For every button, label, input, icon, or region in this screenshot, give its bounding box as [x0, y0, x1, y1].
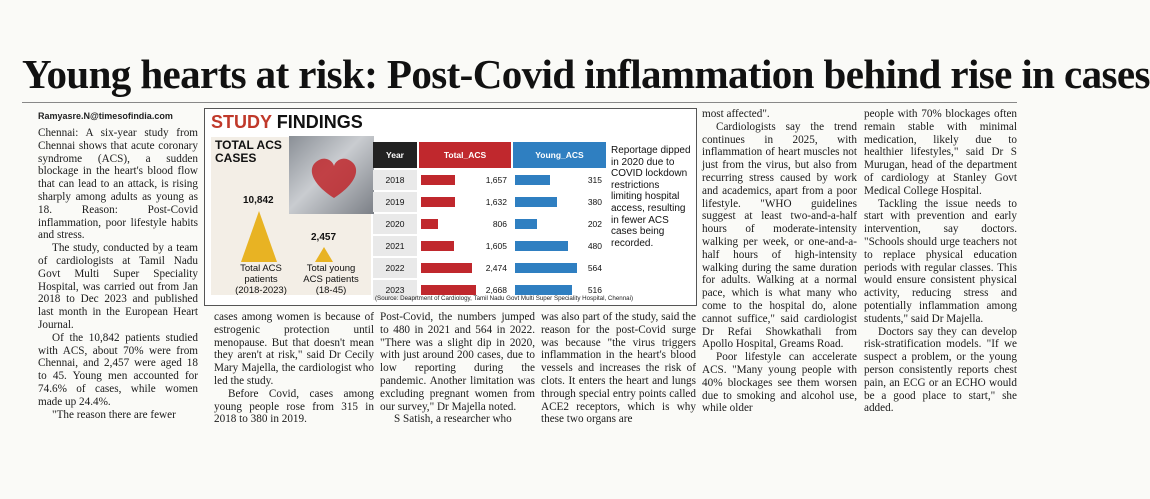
caption-line: ACS patients [303, 274, 359, 285]
table-row [373, 192, 606, 212]
young-acs-value: 480 [587, 241, 602, 251]
total-acs-value: 2,668 [485, 285, 507, 295]
caption-line: patients [244, 274, 278, 285]
total-acs-cell [419, 258, 511, 278]
total-acs-caption [221, 263, 301, 296]
total-acs-cell [419, 236, 511, 256]
year-cell: 2020 [373, 214, 417, 234]
total-young-triangle [315, 247, 333, 262]
young-acs-value: 380 [587, 197, 602, 207]
column-2 [214, 311, 374, 426]
column-4 [541, 311, 696, 426]
paragraph: Doctors say they can develop risk-stratification models. "If we suspect a problem, or the young person consistently reports chest pain, an ECG or an ECHO would be a good place to start," she added. [864, 325, 1017, 415]
total-young-value: 2,457 [311, 232, 337, 243]
table-row [373, 258, 606, 278]
headline-rule [22, 102, 1017, 103]
total-acs-cell [419, 214, 511, 234]
paragraph: Cardiologists say the trend continues in 2025, with inflammation of heart muscles not just from the virus, but also from recurring stress caused by work and academics, apart from a poor lifestyle. "WHO guidelines suggest at least two-and-a-half hours of moderate-intensity walking per week, or one-and-a-half hours of high-intensity walking during the same duration for adults. Walking at a normal pace, which is what many who come to the hospital do, alone cannot suffice," said cardiologist Dr Refai Showkathali from Apollo Hospital, Greams Road. [702, 120, 857, 351]
column-header-year: Year [373, 142, 417, 168]
young-acs-value: 516 [587, 285, 602, 295]
total-acs-cell [419, 170, 511, 190]
year-cell: 2019 [373, 192, 417, 212]
year-cell: 2018 [373, 170, 417, 190]
total-acs-bar [421, 175, 455, 185]
headline: Young hearts at risk: Post-Covid inflammation behind rise in cases [22, 51, 1150, 97]
paragraph: was also part of the study, said the reason for the post-Covid surge was because "the virus triggers inflammation in the heart's blood vessels and increases the risk of clots. It enters the heart and lungs through special entry points called ACE2 receptors, which is why these two organs are [541, 311, 696, 426]
paragraph: cases among women is because of estrogenic protection until menopause. But that doesn't mean they aren't at risk," said Dr Cecily Mary Majella, the cardiologist who led the study. [214, 311, 374, 387]
total-acs-bar [421, 263, 472, 273]
total-acs-bar [421, 241, 454, 251]
study-findings-title [205, 109, 381, 135]
findings-title-word: FINDINGS [276, 112, 363, 132]
paragraph: Chennai: A six-year study from Chennai shows that acute coronary syndrome (ACS), a sudden blockage in the heart's blood flow that can lead to an attack, is rising sharply among adults as young as 18. Reason: Post-Covid inflammation, poor lifestyle habits and stress. [38, 127, 198, 242]
young-acs-value: 315 [587, 175, 602, 185]
caption-line: (18-45) [315, 285, 347, 296]
paragraph: Post-Covid, the numbers jumped to 480 in 2021 and 564 in 2022. "There was a slight dip in 2020, with just around 200 cases, due to low reporting during the pandemic. Another limitation was excluding pregnant women from our survey," Dr Majella noted. [380, 311, 535, 413]
young-acs-bar [515, 241, 568, 251]
heart-icon [289, 136, 374, 214]
table-row [373, 170, 606, 190]
total-acs-value: 10,842 [243, 195, 274, 206]
paragraph: Tackling the issue needs to start with prevention and early intervention, say doctors. "Schools should urge teachers not to replace physical education periods with regular classes. This would ensure consistent physical activity, reducing stress and potentially inflammation among students," said Dr Majella. [864, 197, 1017, 325]
young-acs-bar [515, 197, 557, 207]
total-acs-value: 2,474 [485, 263, 507, 273]
total-acs-bar [421, 197, 455, 207]
total-acs-value: 1,605 [485, 241, 507, 251]
young-acs-bar [515, 263, 577, 273]
total-young-caption [293, 263, 369, 296]
young-acs-bar [515, 285, 572, 295]
heart-image [289, 136, 374, 214]
study-title-word: STUDY [211, 112, 272, 132]
young-acs-bar [515, 175, 550, 185]
paragraph: S Satish, a researcher who [394, 413, 512, 426]
paragraph: most affected". [702, 108, 770, 120]
source-line: (Source: Deaprtment of Cardiology, Tamil Nadu Govt Multi Super Speciality Hospital, Chennai) [375, 295, 634, 302]
column-6 [864, 108, 1017, 415]
total-acs-cell [419, 192, 511, 212]
total-acs-value: 806 [492, 219, 507, 229]
total-acs-bar [421, 219, 438, 229]
young-acs-bar [515, 219, 537, 229]
caption-line: Total young [306, 263, 356, 274]
young-acs-cell [513, 258, 606, 278]
paragraph: Poor lifestyle can accelerate ACS. "Many young people with 40% blockages see them worsen due to smoking and alcohol use, while older [702, 351, 857, 415]
caption-line: Total ACS [240, 263, 282, 274]
year-cell: 2021 [373, 236, 417, 256]
column-3 [380, 311, 535, 426]
column-1 [38, 127, 198, 421]
young-acs-value: 202 [587, 219, 602, 229]
total-acs-value: 1,632 [485, 197, 507, 207]
young-acs-cell [513, 236, 606, 256]
paragraph: The study, conducted by a team of cardiologists at Tamil Nadu Govt Multi Super Speciality Hospital, was carried out from Jan 2018 to Dec 2023 and published last month in the European Heart Journal. [38, 242, 198, 331]
paragraph: Of the 10,842 patients studied with ACS, about 70% were from Chennai, and 2,457 were aged 18 to 45. Young men accounted for 74.6% of cases, while women made up 24.4%. [38, 331, 198, 408]
paragraph: people with 70% blockages often remain stable with minimal medication, likely due to healthier lifestyles," said Dr S Murugan, head of the department of cardiology at Stanley Govt Medical College Hospital. [864, 108, 1017, 197]
young-acs-value: 564 [587, 263, 602, 273]
paragraph: "The reason there are fewer [52, 408, 176, 421]
table-row [373, 214, 606, 234]
total-acs-value: 1,657 [485, 175, 507, 185]
total-acs-triangle [241, 211, 277, 262]
column-header-young-acs: Young_ACS [513, 142, 606, 168]
reportage-note: Reportage dipped in 2020 due to COVID lockdown restrictions limiting hospital access, resulting in fewer ACS cases being recorded. [611, 145, 691, 249]
caption-line: (2018-2023) [235, 285, 287, 296]
total-acs-bar [421, 285, 476, 295]
paragraph: Before Covid, cases among young people rose from 315 in 2018 to 380 in 2019. [214, 387, 374, 426]
study-findings-box [204, 108, 697, 306]
totals-label-line: TOTAL ACS [215, 138, 282, 152]
column-5 [702, 108, 857, 415]
byline: Ramyasre.N@timesofindia.com [38, 111, 173, 121]
totals-label-line: CASES [215, 151, 257, 165]
young-acs-cell [513, 170, 606, 190]
table-row [373, 236, 606, 256]
young-acs-cell [513, 192, 606, 212]
column-header-total-acs: Total_ACS [419, 142, 511, 168]
young-acs-cell [513, 214, 606, 234]
year-cell: 2023 [373, 280, 417, 300]
year-cell: 2022 [373, 258, 417, 278]
